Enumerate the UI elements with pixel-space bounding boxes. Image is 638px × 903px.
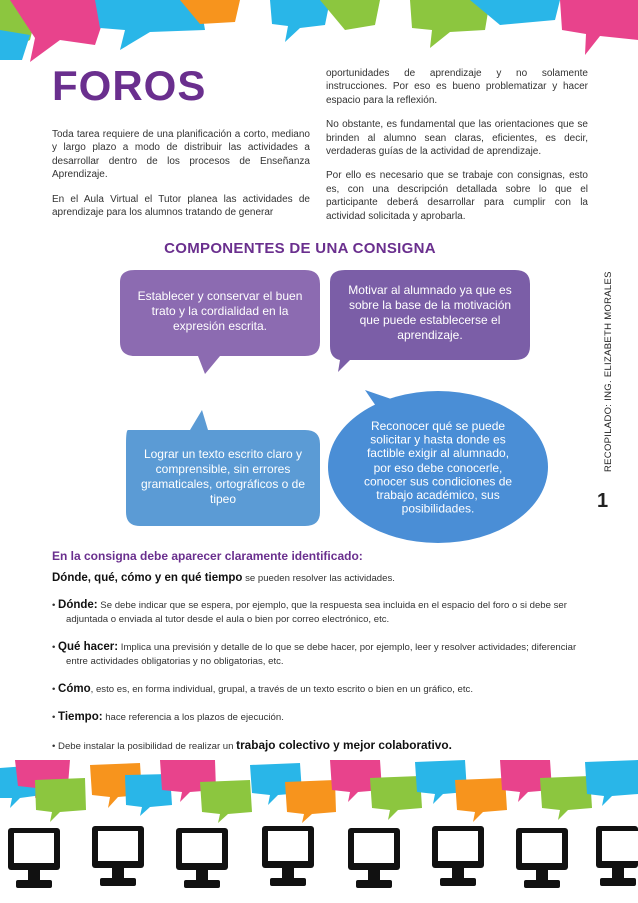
bubble-4-line: por eso debe conocerle,	[373, 461, 503, 475]
intro-column-right	[326, 67, 588, 234]
deco-bubble	[410, 0, 490, 48]
details-heading: En la consigna debe aparecer claramente identificado:	[52, 549, 363, 563]
intro-rest: se pueden resolver las actividades.	[242, 573, 395, 584]
last-prefix: • Debe instalar la posibilidad de realizar un	[52, 741, 237, 752]
deco-bubble	[35, 778, 86, 822]
bullet-label: Dónde:	[58, 599, 98, 611]
bullet-label: Tiempo:	[58, 711, 103, 723]
bubble-4-line: solicitar y hasta donde es	[370, 432, 506, 447]
bubble-4-text	[364, 419, 512, 516]
bubble-3-line: tipeo	[209, 492, 237, 506]
monitor-icon	[516, 828, 568, 888]
bubble-4	[328, 390, 548, 543]
section-title: COMPONENTES DE UNA CONSIGNA	[164, 240, 436, 257]
monitor-icon	[176, 828, 228, 888]
bottom-decoration	[0, 760, 638, 903]
last-bold: trabajo colectivo y mejor colaborativo.	[236, 738, 452, 752]
bullet-text: hace referencia a los plazos de ejecución.	[102, 712, 284, 723]
deco-bubble	[560, 0, 638, 55]
paragraph: Por ello es necesario que se trabaje con consignas, esto es, con una descripción detallada sobre lo que el participante deberá desarrollar para cumplir con la actividad solicitada y aprobarla.	[326, 170, 588, 222]
bullet-donde: • Dónde: Se debe indicar que se espera, por ejemplo, que la respuesta sea incluida en el espacio del foro o si debe ser adjuntada o enviada al tutor desde el aula o bien por correo electrónico, etc.	[52, 599, 567, 625]
deco-bubble	[585, 760, 638, 806]
bullet-colaborativo	[52, 738, 592, 754]
components-diagram	[110, 262, 550, 544]
deco-bubble	[540, 776, 592, 820]
monitor-icon	[432, 826, 484, 886]
bullet-label: Cómo	[58, 683, 91, 695]
bubble-2-line: Motivar al alumnado ya que es	[348, 283, 512, 297]
bubble-4-line: trabajo académico, sus	[376, 488, 500, 502]
paragraph: No obstante, es fundamental que las orientaciones que se brinden al alumno sean claras, eficientes, es decir, verdaderas guías de la actividad de aprendizaje.	[326, 119, 588, 158]
monitor-row	[8, 826, 638, 888]
bubble-3	[126, 410, 320, 526]
paragraph: oportunidades de aprendizaje y no solamente instrucciones. Por eso es bueno problematizar y hacer espacio para la reflexión.	[326, 68, 588, 106]
paragraph: En el Aula Virtual el Tutor planea las actividades de aprendizaje para los alumnos tratando de generar	[52, 193, 310, 219]
intro-column-left	[52, 128, 310, 230]
bubble-2-line: aprendizaje.	[397, 328, 463, 342]
deco-bubble	[370, 776, 422, 820]
monitor-icon	[348, 828, 400, 888]
deco-bubble	[270, 0, 330, 42]
bubble-3-line: Lograr un texto escrito claro y	[143, 447, 303, 461]
bubble-4-line: posibilidades.	[401, 501, 475, 516]
deco-bubble	[200, 780, 252, 823]
bullet-como: • Cómo, esto es, en forma individual, grupal, a través de un texto escrito o bien en un gráfico, etc.	[52, 683, 473, 695]
bullet-que-hacer: • Qué hacer: Implica una previsión y detalle de lo que se debe hacer, por ejemplo, leer y resolver actividades; diferenciar entre actividades obligatorias y no obligatorias, etc.	[52, 641, 577, 667]
monitor-icon	[92, 826, 144, 886]
monitor-icon	[8, 828, 60, 888]
details-intro	[52, 571, 592, 586]
side-credit: RECOPILADO: ING. ELIZABETH MORALES	[603, 271, 614, 473]
page-title: FOROS	[52, 62, 207, 109]
deco-bubble	[455, 778, 507, 822]
bubble-3-line: comprensible, sin errores	[155, 462, 291, 476]
top-decoration	[0, 0, 638, 70]
deco-bubble	[0, 30, 30, 60]
deco-bubble	[320, 0, 380, 30]
bubble-4-line: conocer sus condiciones de	[363, 474, 513, 489]
bubble-4-line: factible exigir al alumnado,	[366, 446, 510, 460]
bubble-4-line: Reconocer qué se puede	[370, 419, 506, 433]
bullet-tiempo: • Tiempo: hace referencia a los plazos de ejecución.	[52, 711, 284, 723]
intro-bold: Dónde, qué, cómo y en qué tiempo	[52, 572, 243, 584]
bubble-2	[330, 270, 530, 372]
bubble-1-line: trato y la cordialidad en la	[151, 304, 289, 318]
bubble-2-line: que puede establecerse el	[359, 313, 501, 327]
bubble-2-line: sobre la base de la motivación	[348, 298, 512, 312]
bubble-row	[0, 760, 638, 823]
bubble-1-line: Establecer y conservar el buen	[137, 289, 303, 303]
monitor-icon	[596, 826, 638, 886]
bullet-label: Qué hacer:	[58, 641, 119, 653]
bullet-text: , esto es, en forma individual, grupal, a través de un texto escrito o bien en un gráfico, etc.	[90, 684, 473, 695]
deco-bubble	[285, 780, 336, 823]
bubble-3-line: gramaticales, ortográficos o de	[140, 477, 306, 491]
monitor-icon	[262, 826, 314, 886]
bubble-1-line: expresión escrita.	[172, 319, 268, 333]
bullet-text: Implica una previsión y detalle de lo que se debe hacer, por ejemplo, leer y resolver actividades; diferenciar entre actividades obligatorias y no obligatorias, etc.	[66, 642, 577, 667]
paragraph: Toda tarea requiere de una planificación a corto, mediano y largo plazo a modo de distribuir las actividades a desarrollar dentro de los procesos de Enseñanza Aprendizaje.	[52, 129, 310, 181]
consigna-details	[52, 549, 592, 766]
bullet-text: Se debe indicar que se espera, por ejemplo, que la respuesta sea incluida en el espacio del foro o si debe ser adjuntada o enviada al tutor desde el aula o bien por correo electrónico, etc.	[66, 600, 567, 625]
bubble-1	[120, 270, 320, 374]
page-number: 1	[597, 490, 609, 512]
